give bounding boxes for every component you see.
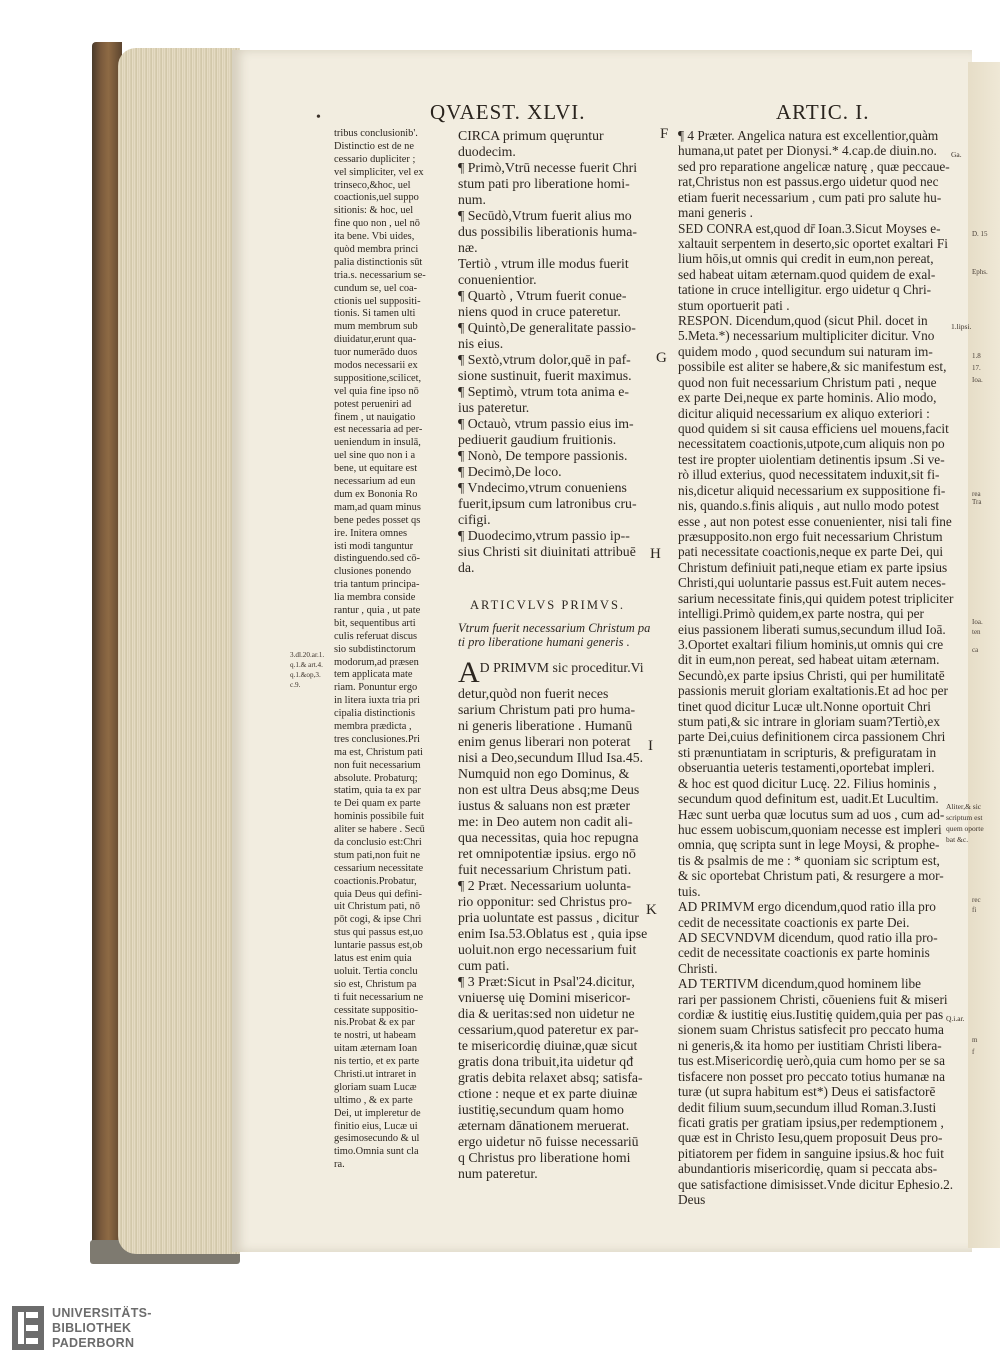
text-line: AD TERTIVM dicendum,quod hominem libe xyxy=(678,976,922,992)
margin-note: bat &c. xyxy=(946,835,969,844)
commentary-line: suppositione,scilicet, xyxy=(334,372,422,384)
text-line: dit in eum,non pereat, sed habeat uitam æternam. xyxy=(678,652,940,668)
text-line: turæ (ut supra habitum est*) Deus ei satisfactorē xyxy=(678,1084,936,1100)
facing-page-fragment: ca xyxy=(972,646,979,654)
text-line: uoluit.non ergo necessarium fuit xyxy=(458,942,637,957)
commentary-line: luntarie passus est,ob xyxy=(334,940,423,952)
text-line: nisi a Deo,secundum Illud Isa.45. xyxy=(458,750,644,765)
text-line: test ire propter uiolentiam detinentis ipsum .Si ve- xyxy=(678,451,945,467)
text-line: enim Isa.53.Oblatus est , quia ipse xyxy=(458,926,648,941)
text-line: necessitatem coactionis,utpote,cum aliquis non po xyxy=(678,436,945,452)
text-line: Numquid non ego Dominus, & xyxy=(458,766,630,781)
commentary-line: gloriam suam Lucæ xyxy=(334,1081,417,1093)
commentary-line: te nostri, ut habeam xyxy=(334,1030,416,1042)
text-line: quidem modo , quod secundum sui naturam im- xyxy=(678,343,933,359)
reference-line: q.1.& art.4. xyxy=(290,661,323,670)
facing-page-fragment: Ephs. xyxy=(972,268,988,276)
commentary-line: quia Deus qui defini- xyxy=(334,888,423,900)
facing-page-fragment: 1.8 xyxy=(972,352,981,360)
margin-note: scriptum est xyxy=(946,813,983,822)
text-line: ¶ 3 Præt:Sicut in Psal'24.dicitur, xyxy=(458,974,635,989)
text-line: pria uoluntate est passus , dicitur xyxy=(458,910,639,925)
commentary-line: sio subdistinctorum xyxy=(334,643,416,655)
question-line: stum pati pro liberatione homi- xyxy=(458,176,630,191)
logo-text-line: PADERBORN xyxy=(52,1335,135,1350)
commentary-line: bene pedes posset qs xyxy=(334,514,421,526)
section-mark-h: H xyxy=(650,546,661,562)
commentary-line: cipalia distinctionis xyxy=(334,708,416,720)
text-line: passionis meruit gloriam exaltationis.Et ad hoc per xyxy=(678,683,948,699)
text-line: tisfacere non posset pro peccato totius humanæ na xyxy=(678,1068,945,1084)
commentary-line: stus qui passus est,uo xyxy=(334,927,423,939)
text-line: num pateretur. xyxy=(458,1166,538,1181)
facing-page-fragment: 17. xyxy=(972,364,981,372)
commentary-line: tria.s. necessarium se- xyxy=(334,269,426,281)
text-line: te misericordię diuinæ,quæ sicut xyxy=(458,1038,638,1053)
text-line: ni generis liberatione . Humanū xyxy=(458,718,633,733)
reference-line: 3.dl.20.ar.1. xyxy=(290,651,325,659)
commentary-line: ma est, Christum pati xyxy=(334,746,423,758)
question-line: da. xyxy=(458,560,475,575)
text-line: abundantioris misericordię, quam si peccata abs- xyxy=(678,1161,938,1177)
text-line: rò illud exterius, quod necessitatem induxit,sit fi- xyxy=(678,467,940,483)
response-column xyxy=(678,128,954,1208)
facing-page-fragment: rea xyxy=(972,490,981,498)
text-line: qua necessitas, quia hoc repugna xyxy=(458,830,639,845)
text-line: me: in Deo autem non cadit ali- xyxy=(458,814,633,829)
text-line: quæ est in Christo Iesu,quem proposuit Deus pro- xyxy=(678,1130,943,1146)
text-line: xaltauit serpentem in deserto,sic oportet exaltari Fi xyxy=(678,235,948,251)
commentary-line: nis.Probat & ex par xyxy=(334,1017,415,1029)
logo-text-line: BIBLIOTHEK xyxy=(52,1320,132,1335)
commentary-line: ueniendum in insulā, xyxy=(334,437,421,449)
facing-page-fragment: f xyxy=(972,1048,975,1056)
question-line: pediuerit gaudium fruitionis. xyxy=(458,432,617,447)
text-line: stum pati,& sic intrare in gloriam suam?Tertiò,ex xyxy=(678,714,940,730)
text-line: ex parte Dei,neque ex parte hominis. Alio modo, xyxy=(678,390,937,406)
commentary-line: Christi.ut intraret in xyxy=(334,1069,417,1081)
question-list xyxy=(458,128,656,576)
question-line: duodecim. xyxy=(458,144,516,159)
text-line: quod non fuit necessarium Christum pati , neque xyxy=(678,374,937,390)
commentary-line: Dei, ut impleretur de xyxy=(334,1107,421,1119)
text-line: fuit necessarium Christum pati. xyxy=(458,862,632,877)
text-line: vniuersę uię Domini misericor- xyxy=(458,990,631,1005)
text-line: cedit de necessitate coactionis ex parte Dei. xyxy=(678,914,910,930)
text-line: tus est.Misericordię uerò,quia cum homo per se sa xyxy=(678,1053,945,1069)
text-line: stum oportuerit pati . xyxy=(678,297,790,313)
margin-note: quem oporte xyxy=(946,824,984,833)
question-line: ius pateretur. xyxy=(458,400,530,415)
commentary-line: cessarium necessitate xyxy=(334,862,424,874)
margin-note: Ga. xyxy=(951,150,962,159)
commentary-line: finem , ut nauigatio xyxy=(334,411,416,423)
margin-note: Q.i.ar. xyxy=(946,1014,965,1023)
commentary-line: pōt cogi, & ipse Chri xyxy=(334,914,422,926)
text-line: & sic oportebat Christum pati, & resurgere a mor- xyxy=(678,868,944,884)
text-line: dia & ueritas:sed non uidetur ne xyxy=(458,1006,635,1021)
article-title: ARTICVLVS PRIMVS. xyxy=(470,598,626,612)
text-line: ficati gratis per gratiam ipsius,per redemptionem , xyxy=(678,1115,944,1130)
commentary-line: lia membra conside xyxy=(334,592,416,604)
commentary-line: palia distinctionis sūt xyxy=(334,256,423,268)
commentary-line: necessarium ad eun xyxy=(334,476,416,488)
page-edges xyxy=(118,48,240,1254)
question-line: ¶ Octauò, vtrum passio eius im- xyxy=(458,416,634,431)
commentary-line: bene, ut equitare est xyxy=(334,463,418,475)
commentary-line: nis tertio, et ex parte xyxy=(334,1056,420,1068)
text-line: ergo uidetur nō fuisse necessariū xyxy=(458,1134,639,1149)
question-line: CIRCA primum quęruntur xyxy=(458,128,604,143)
text-line: Christum definiuit pati,neque etiam ex parte ipsius xyxy=(678,559,948,575)
commentary-line: cundum se, uel coa- xyxy=(334,282,418,294)
text-line: eius passionem liberati sumus,secundum illud Ioā. xyxy=(678,621,946,637)
commentary-line: te Dei quam ex parte xyxy=(334,798,421,810)
commentary-line: membra prædicta , xyxy=(334,720,412,732)
text-line: ret omnipotentiæ ipsius. ergo nō xyxy=(458,846,636,861)
commentary-line: mum membrum sub xyxy=(334,321,418,333)
question-line: ¶ Quintò,De generalitate passio- xyxy=(458,320,636,335)
margin-references xyxy=(290,650,338,690)
commentary-line: modos necessarii ex xyxy=(334,360,418,372)
commentary-line: statim, quia ta ex par xyxy=(334,785,421,797)
text-line: Secundò,ex parte ipsius Christi, qui per humilitatē xyxy=(678,667,945,683)
text-line: q Christus pro liberatione homi xyxy=(458,1150,631,1165)
commentary-line: fine quo non , uel nō xyxy=(334,218,420,230)
text-line: enim genus liberari non poterat xyxy=(458,734,631,749)
text-line: ¶ 4 Præter. Angelica natura est excellentior,quàm xyxy=(678,128,939,143)
text-line: cedit de necessitate coactionis ex parte hominis xyxy=(678,945,930,961)
text-line: dedit filium suum,secundum illud Roman.3.Iusti xyxy=(678,1099,937,1115)
commentary-line: distinguendo.sed cō- xyxy=(334,553,420,565)
facing-page-fragment: fi xyxy=(972,906,977,914)
text-line: cum pati. xyxy=(458,958,510,973)
question-line: Tertiò , vtrum ille modus fuerit xyxy=(458,256,629,271)
text-line: AD PRIMVM ergo dicendum,quod ratio illa pro xyxy=(678,899,936,915)
text-line: iustitię,secundum quam homo xyxy=(458,1102,624,1117)
commentary-line: timo.Omnia sunt cla xyxy=(334,1146,419,1158)
text-line: Hæc sunt uerba quæ locutus sum ad uos , cum ad- xyxy=(678,806,945,822)
text-line: 5.Meta.*) necessarium multipliciter dicitur. Vno xyxy=(678,328,935,344)
margin-note: Aliter,& sic xyxy=(946,802,982,811)
commentary-line: clusiones ponendo xyxy=(334,566,412,578)
commentary-line: diuidatur,erunt qua- xyxy=(334,334,417,346)
commentary-line: ti fuit necessarium ne xyxy=(334,991,424,1003)
facing-page-fragment: ten xyxy=(972,628,981,636)
text-line: que satisfactione dimisisset.Vnde dicitur Ephesio.2. xyxy=(678,1176,954,1192)
text-line: rio opponitur: sed Christus pro- xyxy=(458,894,632,909)
text-line: iustus & saluans non est præter xyxy=(458,798,631,813)
question-line: ¶ Primò,Vtrū necesse fuerit Chri xyxy=(458,160,638,175)
commentary-line: bit, sequentibus arti xyxy=(334,617,416,629)
commentary-line: vel simpliciter, vel ex xyxy=(334,166,424,178)
commentary-line: absolute. Probaturq; xyxy=(334,772,418,784)
text-line: RESPON. Dicendum,quod (sicut Phil. docet in xyxy=(678,313,928,329)
facing-page-fragment: D. 15 xyxy=(972,230,988,238)
text-line: possibile est aliter se habere,& sic manifestum est, xyxy=(678,359,947,375)
question-line: dus possibilis liberationis huma- xyxy=(458,224,637,239)
commentary-line: Distinctio est de ne xyxy=(334,140,414,152)
text-line: tuis. xyxy=(678,883,701,899)
facing-page-fragment: Ioa. xyxy=(972,376,983,384)
text-line: SED CONRA est,quod dr̄ Ioan.3.Sicut Moyses e- xyxy=(678,220,941,236)
text-line: tatione in cruce intelligitur. ergo uidetur q Chri- xyxy=(678,282,932,298)
text-line: non est ultra Deus absq;me Deus xyxy=(458,782,640,797)
commentary-line: isti modi tanguntur xyxy=(334,540,414,552)
text-line: nis,dicetur aliquid necessarium ex suppositione fi- xyxy=(678,482,946,498)
text-line: pitiatorem per fidem in sanguine ipsius.& hoc fuit xyxy=(678,1145,944,1161)
commentary-line: ultimo , & ex parte xyxy=(334,1094,413,1106)
facing-page-fragment: m xyxy=(972,1036,978,1044)
question-line: ¶ Decimò,De loco. xyxy=(458,464,562,479)
running-header-left: QVAEST. XLVI. xyxy=(430,100,586,124)
facing-page-fragment: Tra xyxy=(972,498,982,506)
text-line: parte Dei,cuius definitionem circa passionem Chri xyxy=(678,729,946,745)
commentary-line: sio est, Christum pa xyxy=(334,978,417,990)
commentary-line: uit Christum pati, nō xyxy=(334,901,421,913)
question-line: ¶ Quartò , Vtrum fuerit conue- xyxy=(458,288,627,303)
commentary-line: coactionis,uel suppo xyxy=(334,192,419,204)
article-question xyxy=(458,621,656,651)
text-line: & hoc est quod dicitur Lucę. 22. Filius hominis , xyxy=(678,775,937,791)
article-opening xyxy=(458,656,656,689)
commentary-line: tribus conclusionib'. xyxy=(334,128,418,139)
text-line: pati necessitate coactionis,neque ex parte Dei, qui xyxy=(678,544,944,560)
article-question-line: Vtrum fuerit necessarium Christum pa xyxy=(458,620,651,635)
question-line: nis eius. xyxy=(458,336,504,351)
commentary-line: modorum,ad præsen xyxy=(334,656,419,668)
section-mark-k: K xyxy=(646,902,657,918)
text-line: rat,Christus non est passus.ergo uidetur quod nec xyxy=(678,174,939,190)
question-line: sius Christi sit diuinitati attribuē xyxy=(458,544,636,559)
commentary-line: non fuit necessarium xyxy=(334,759,421,771)
commentary-line: tria tantum principa- xyxy=(334,579,420,591)
library-logo-icon xyxy=(12,1306,44,1350)
text-line: gratis dona tribuit,ita uidetur qđ xyxy=(458,1054,634,1069)
reference-line: c.9. xyxy=(290,681,301,690)
commentary-line: ctionis uel suppositi- xyxy=(334,295,421,307)
question-line: fuerit,ipsum cum latronibus cru- xyxy=(458,496,637,511)
commentary-line: riam. Ponuntur ergo xyxy=(334,682,418,694)
running-header-right: ARTIC. I. xyxy=(776,100,870,124)
text-line: tinet quod dicitur Lucæ ult.Nonne oportuit Chri xyxy=(678,698,931,714)
text-line: mani generis . xyxy=(678,205,753,221)
commentary-line: coactionis.Probatur, xyxy=(334,875,417,887)
commentary-line: tionis. Si tamen ulti xyxy=(334,308,416,320)
commentary-line: mam,ad quam minus xyxy=(334,501,421,513)
objections xyxy=(458,686,656,1182)
commentary-line: latus est enim quia xyxy=(334,953,412,964)
printer-mark: • xyxy=(316,110,321,125)
commentary-line: uitam æternam Ioan xyxy=(334,1043,418,1055)
commentary-line: rantur , quia , ut pate xyxy=(334,604,421,616)
text-line: tis & psalmis de me : * quoniam sic scriptum est, xyxy=(678,852,940,868)
logo-text-line: UNIVERSITÄTS- xyxy=(52,1306,152,1320)
text-line: sed pro reparatione angelicæ naturę , quæ peccaue- xyxy=(678,158,950,174)
text-line: 3.Oportet exaltari filium hominis,ut omnis qui cre xyxy=(678,636,944,652)
text-line: humana,ut patet per Dionysi.* 4.cap.de diuin.no. xyxy=(678,143,937,159)
commentary-line: culis referuat discus xyxy=(334,630,418,642)
text-line: huc essem uobiscum,quoniam necesse est impleri xyxy=(678,821,942,837)
drop-capital: A xyxy=(458,656,480,689)
commentary-line: sitionis: & hoc, uel xyxy=(334,205,414,217)
text-line: sed habeat uitam æternam.quod quidem de exal- xyxy=(678,266,936,282)
text-line: quod quidem si sit causa efficiens uel mouens,facit xyxy=(678,421,949,437)
question-line: cifigi. xyxy=(458,512,491,527)
commentary-line: hominis possibile fuit xyxy=(334,811,425,823)
commentary-line: tres conclusiones.Pri xyxy=(334,733,420,745)
commentary-line: tuor numerādo duos xyxy=(334,347,418,359)
text-line: omnia, quę scripta sunt in lege Moysi, & prophe- xyxy=(678,837,940,853)
text-line: obseruantia ueteris testamenti,oportebat impleri. xyxy=(678,760,935,776)
question-line: sione sustinuit, fuerit maximus. xyxy=(458,368,632,383)
commentary-line: ita bene. Vbi uides, xyxy=(334,231,415,243)
commentary-line: gesimosecundo & ul xyxy=(334,1133,420,1145)
commentary-line: ra. xyxy=(334,1159,345,1171)
text-line: gratis debita relaxet absq; satisfa- xyxy=(458,1070,643,1085)
text-line: intelligi.Primò quidem,ex parte nostra, qui per xyxy=(678,606,924,622)
commentary-line: ire. Initera omnes xyxy=(334,527,407,539)
section-mark-f: F xyxy=(660,126,669,142)
facing-page-edge xyxy=(968,62,1000,1248)
section-mark-g: G xyxy=(656,350,667,366)
text-line: secundum quod definitum est, uadit.Et Lucultim. xyxy=(678,791,939,807)
commentary-column xyxy=(334,128,452,1172)
text-line: cordiæ & iustitię eius.Iustitię quidem,quia per pas xyxy=(678,1007,944,1023)
commentary-line: trinseco,&hoc, uel xyxy=(334,179,411,191)
text-line: Christi. xyxy=(678,960,718,976)
reference-line: q.1.&op,3. xyxy=(290,671,321,680)
text-line: etiam fuerit necessarium , cum pati pro salute hu- xyxy=(678,189,942,205)
question-line: ¶ Nonò, De tempore passionis. xyxy=(458,448,628,463)
commentary-line: quòd membra princi xyxy=(334,244,419,256)
commentary-line: uoluit. Tertia conclu xyxy=(334,965,418,977)
commentary-line: in litera iuxta tria pri xyxy=(334,695,420,707)
text-line: sionem suam Christus satisfecit pro peccato huma xyxy=(678,1022,944,1038)
text-line: esse , aut non potest esse conuenienter, nisi tali fine xyxy=(678,513,952,529)
text-line: æternam dānationem meruerat. xyxy=(458,1118,630,1133)
opening-line: D PRIMVM sic proceditur.Vi xyxy=(479,660,644,675)
commentary-line: cessitate suppositio- xyxy=(334,1004,418,1016)
text-line: detur,quòd non fuerit neces xyxy=(458,686,609,701)
text-line: AD SECVNDVM dicendum, quod ratio illa pro- xyxy=(678,929,938,945)
commentary-line: est necessaria ad per- xyxy=(334,424,423,436)
section-mark-i: I xyxy=(648,738,653,754)
text-line: Deus xyxy=(678,1192,706,1208)
text-line: sti prænuntiatam in scripturis, & prefiguratam in xyxy=(678,744,937,760)
text-line: rari per passionem Christi, cōueniens fuit & miseri xyxy=(678,991,948,1007)
commentary-line: finitio eius, Lucæ ui xyxy=(334,1120,418,1132)
commentary-line: da conclusio est:Chri xyxy=(334,836,422,848)
margin-note: 1.lipsi. xyxy=(951,322,972,331)
main-text-column xyxy=(458,128,656,1182)
commentary-line: stum pati,non fuit ne xyxy=(334,849,421,861)
commentary-line: vel quia fine ipso nō xyxy=(334,385,419,397)
text-line: dicitur aliquid necessarium ex aliquo exteriori : xyxy=(678,405,930,421)
text-line: sarium Christum pati pro huma- xyxy=(458,702,636,717)
text-line: cessarium,quod pateretur ex par- xyxy=(458,1022,639,1037)
text-line: præsupposito.non ergo fuit necessarium Christum xyxy=(678,528,943,544)
question-line: næ. xyxy=(458,240,478,255)
question-line: niens quod in cruce pateretur. xyxy=(458,304,621,319)
question-line: ¶ Septimò, vtrum tota anima e- xyxy=(458,384,630,399)
question-line: num. xyxy=(458,192,486,207)
question-line: conuenientior. xyxy=(458,272,537,287)
question-line: ¶ Sextò,vtrum dolor,quē in paf- xyxy=(458,352,631,367)
text-line: ¶ 2 Præt. Necessarium uolunta- xyxy=(458,878,631,893)
question-line: ¶ Duodecimo,vtrum passio ip-- xyxy=(458,528,630,543)
commentary-line: tem applicata mate xyxy=(334,669,413,681)
question-line: ¶ Secūdò,Vtrum fuerit alius mo xyxy=(458,208,632,223)
text-line: ctione : neque et ex parte diuinæ xyxy=(458,1086,638,1101)
text-line: ni generis,& ita homo per iustitiam Christi libera- xyxy=(678,1037,942,1053)
text-line: nis, quando.s.finis aliquis , aut nullo modo potest xyxy=(678,498,940,514)
facing-page-fragment: rec xyxy=(972,896,981,904)
facing-page-fragment: Ioa. xyxy=(972,618,983,626)
text-line: lium hōis,ut omnis qui credit in eum,non pereat, xyxy=(678,251,934,267)
question-line: ¶ Vndecimo,vtrum conueniens xyxy=(458,480,627,495)
commentary-line: cessario dupliciter ; xyxy=(334,153,416,165)
commentary-line: dum ex Bononia Ro xyxy=(334,488,418,500)
text-line: Christi,qui uoluntarie passus est.Fuit autem neces- xyxy=(678,575,946,591)
commentary-line: potest perueniri ad xyxy=(334,398,412,410)
article-question-line: ti pro liberatione humani generis . xyxy=(458,635,630,650)
commentary-line: uel sine quo non i a xyxy=(334,450,416,462)
commentary-line: aliter se habere . Secū xyxy=(334,824,425,836)
text-line: sarium necessitate finis,qui quidem potest tripliciter xyxy=(678,590,954,606)
library-logo-text xyxy=(52,1306,152,1350)
